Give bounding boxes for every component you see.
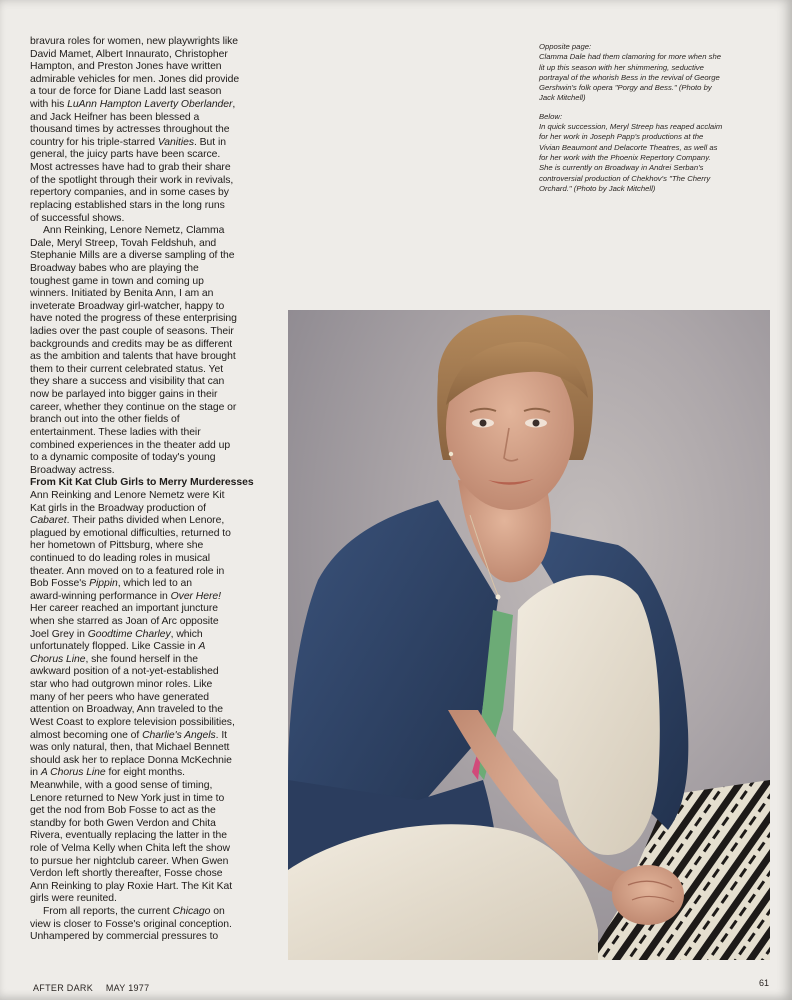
article-line: combined experiences in the theater add up	[30, 439, 231, 451]
article-line: Her career reached an important juncture	[30, 603, 219, 615]
article-line: a tour de force for Diane Ladd last season	[30, 86, 222, 98]
caption-line: portrayal of the whorish Bess in the revival of George	[539, 72, 720, 82]
article-line: entertainment. These ladies with their	[30, 426, 201, 438]
article-line: backgrounds and credits may be as different	[30, 338, 233, 350]
issue-date: MAY 1977	[105, 983, 150, 993]
caption-line: controversial production of Chekhov's "The Cherry	[539, 173, 711, 183]
article-line: star who had outgrown minor roles. Like	[30, 679, 213, 691]
article-line: award-winning performance in Over Here!	[30, 590, 221, 602]
page-number: 61	[759, 978, 770, 988]
article-line: thousand times by actresses throughout the	[30, 124, 230, 136]
caption-line: lit up this season with her shimmering, seductive	[539, 62, 704, 72]
article-line: replacing established stars in the long runs	[30, 199, 225, 211]
article-line: Ann Reinking, Lenore Nemetz, Clamma	[43, 225, 225, 237]
article-line: awkward position of a not-yet-established	[30, 666, 219, 678]
article-line: and Jack Heifner has been blessed a	[30, 111, 200, 123]
portrait-illustration	[288, 310, 770, 960]
article-line: when she starred as Joan of Arc opposite	[30, 616, 219, 628]
article-line: admirable vehicles for men. Jones did provide	[30, 73, 240, 85]
article-line: theater. Ann moved on to a featured role in	[30, 565, 225, 577]
article-line: Hampton, and Preston Jones have written	[30, 61, 222, 73]
article-line: role of Velma Kelly when Chita left the show	[30, 843, 230, 854]
caption-line: She is currently on Broadway in Andrei Serban's	[539, 163, 704, 173]
article-line: should ask her to replace Donna McKechnie	[30, 754, 232, 766]
section-heading: From Kit Kat Club Girls to Merry Murderesses	[30, 477, 254, 489]
article-line: Unhampered by commercial pressures to	[30, 931, 219, 943]
article-line: West Coast to explore television possibilities,	[30, 716, 235, 728]
article-line: Chorus Line, she found herself in the	[30, 653, 198, 665]
article-line: Broadway actress.	[30, 464, 115, 476]
article-line: with his LuAnn Hampton Laverty Oberlander,	[30, 99, 236, 111]
article-line: bravura roles for women, new playwrights like	[30, 36, 238, 47]
article-line: country for his triple-starred Vanities. But in	[30, 136, 226, 148]
caption-line: for her work in Joseph Papp's productions at the	[539, 132, 704, 142]
article-line: inveterate Broadway girl-watcher, happy to	[30, 300, 225, 312]
article-line: get the nod from Bob Fosse to act as the	[30, 805, 216, 817]
article-line: have noted the progress of these enterprising	[30, 313, 237, 325]
caption-line: In quick succession, Meryl Streep has reaped acclaim	[539, 122, 723, 132]
page-footer	[33, 983, 159, 993]
article-line: From all reports, the current Chicago on	[43, 906, 225, 918]
photo-captions	[539, 42, 769, 194]
article-line: standby for both Gwen Verdon and Chita	[30, 817, 216, 829]
article-line: view is closer to Fosse's original conception.	[30, 918, 232, 930]
article-line: Kat girls in the Broadway production of	[30, 502, 206, 514]
article-line: David Mamet, Albert Innaurato, Christopher	[30, 48, 228, 60]
article-line: of the spotlight through their work in revivals,	[30, 174, 234, 186]
caption-below	[539, 122, 769, 194]
caption-below-label: Below:	[539, 111, 563, 121]
portrait-photo	[288, 310, 770, 960]
article-line: Cabaret. Their paths divided when Lenore,	[30, 515, 225, 527]
article-line: toughest game in town and coming up	[30, 275, 204, 287]
article-line: of successful shows.	[30, 212, 125, 224]
article-line: they share a success and visibility that can	[30, 376, 225, 388]
caption-line: Gershwin's folk opera "Porgy and Bess." (Photo by	[539, 83, 712, 93]
article-line: plagued by emotional difficulties, returned to	[30, 527, 231, 539]
caption-line: Orchard." (Photo by Jack Mitchell)	[539, 183, 656, 193]
article-line: repertory companies, and in some cases by	[30, 187, 229, 199]
article-line: was only natural, then, that Michael Bennett	[30, 742, 230, 754]
article-line: branch out into the other fields of	[30, 414, 180, 426]
article-line: Stephanie Mills are a diverse sampling of the	[30, 250, 235, 262]
article-line: them to their current celebrated status. Yet	[30, 363, 224, 375]
article-line: Dale, Meryl Streep, Tovah Feldshuh, and	[30, 237, 217, 249]
article-line: winners. Initiated by Benita Ann, I am an	[30, 288, 214, 300]
article-line: general, the juicy parts have been scarce.	[30, 149, 221, 161]
clasped-hands	[612, 865, 684, 925]
article-line: Ann Reinking and Lenore Nemetz were Kit	[30, 489, 225, 501]
article-line: attention on Broadway, Ann traveled to the	[30, 704, 223, 716]
article-line: Lenore returned to New York just in time to	[30, 792, 225, 804]
article-line: Joel Grey in Goodtime Charley, which	[30, 628, 203, 640]
article-line: Verdon left shortly thereafter, Fosse chose	[30, 868, 223, 880]
caption-line: Clamma Dale had them clamoring for more when she	[539, 52, 722, 62]
article-line: to a dynamic composite of today's young	[30, 452, 216, 464]
article-line: many of her peers who have generated	[30, 691, 209, 703]
article-line: now be parlayed into bigger gains in their	[30, 389, 218, 401]
article-line: Most actresses have had to grab their share	[30, 162, 231, 174]
article-line: Rivera, eventually replacing the latter in the	[30, 830, 227, 842]
article-line: career, whether they continue on the stage or	[30, 401, 237, 413]
article-line: unfortunately flopped. Like Cassie in A	[30, 641, 206, 653]
article-line: almost becoming one of Charlie's Angels. It	[30, 729, 227, 741]
article-line: Bob Fosse's Pippin, which led to an	[30, 578, 192, 590]
article-line: girls were reunited.	[30, 893, 117, 905]
caption-opposite-page	[539, 52, 769, 103]
article-line: continued to do leading roles in musical	[30, 552, 210, 564]
article-line: Broadway babes who are playing the	[30, 262, 199, 274]
article-line: as the ambition and talents that have brought	[30, 351, 236, 363]
article-line: to pursue her nightclub career. When Gwen	[30, 855, 229, 867]
article-line: Ann Reinking to play Roxie Hart. The Kit Kat	[30, 880, 233, 892]
pendant	[496, 595, 501, 600]
caption-line: Jack Mitchell)	[539, 93, 586, 103]
caption-line: for her work with the Phoenix Repertory Company.	[539, 152, 711, 162]
article-line: her hometown of Pittsburg, where she	[30, 540, 204, 552]
article-column	[30, 36, 272, 944]
article-line: ladies over the past couple of seasons. Their	[30, 326, 234, 338]
magazine-name: AFTER DARK	[33, 983, 94, 993]
article-line: Meanwhile, with a good sense of timing,	[30, 779, 213, 791]
caption-line: Vivian Beaumont and Delacorte Theatres, as well as	[539, 142, 718, 152]
article-line: in A Chorus Line for eight months.	[30, 767, 186, 779]
caption-opposite-label: Opposite page:	[539, 42, 592, 51]
